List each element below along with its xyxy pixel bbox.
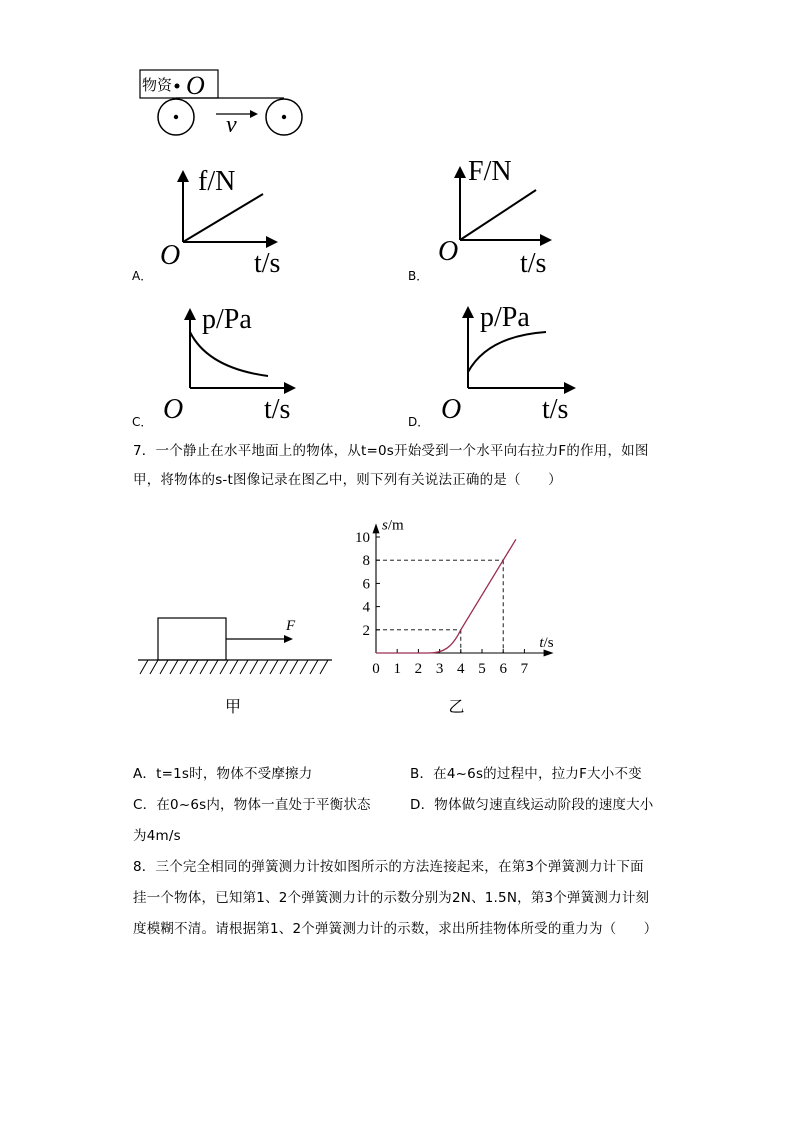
fig-jia [136,612,336,722]
x-axis-label: t/s [539,635,554,651]
x-axis-label: t/s [254,248,281,279]
y-tick-label: 4 [362,599,370,616]
x-axis-label: t/s [264,394,291,425]
y-axis-label: p/Pa [202,304,252,335]
right-roller-axle [282,115,286,119]
origin-label: O [441,394,462,425]
q7-stem-line2: 甲，将物体的s-t图像记录在图乙中，则下列有关说法正确的是（ ） [133,472,562,488]
x-tick-label: 1 [393,661,401,677]
q8-stem-line3: 度模糊不清。请根据第1、2个弹簧测力计的示数，求出所挂物体所受的重力为（ ） [133,921,658,937]
x-axis-label: t/s [520,248,547,279]
caption-jia: 甲 [225,697,242,716]
q7-option-a[interactable]: A．t=1s时，物体不受摩擦力 [133,766,313,782]
y-axis-label: p/Pa [480,302,530,333]
y-axis-label: F/N [468,156,512,187]
q7-option-d[interactable]: D．物体做匀速直线运动阶段的速度大小 [410,797,654,813]
caption-yi: 乙 [448,697,465,716]
y-axis-arrow [184,308,196,320]
x-axis-label: t/s [542,394,569,425]
q8-stem-line2: 挂一个物体，已知第1、2个弹簧测力计的示数分别为2N、1.5N，第3个弹簧测力计刻 [133,890,650,906]
y-axis-arrow [177,170,189,182]
option-d-graph [408,294,588,429]
cart-figure [130,62,310,142]
q8-stem-line1: 8．三个完全相同的弹簧测力计按如图所示的方法连接起来，在第3个弹簧测力计下面 [133,859,644,875]
x-tick-label: 5 [478,661,486,677]
option-letter[interactable]: A． [132,269,153,283]
x-axis-arrow [540,234,552,246]
origin-label: O [438,236,459,267]
y-axis-arrow [373,523,380,533]
x-axis-arrow [564,382,576,394]
x-tick-label: 2 [414,661,423,677]
x-tick-label: 0 [372,661,380,677]
x-tick-label: 3 [435,661,444,677]
velocity-label: v [226,112,237,138]
q7-option-c[interactable]: C．在0~6s内，物体一直处于平衡状态 [133,797,371,813]
force-arrow-head [284,635,293,643]
y-axis-label: f/N [198,166,236,197]
left-roller-axle [174,115,178,119]
y-tick-label: 2 [362,622,370,639]
velocity-arrow-head [250,110,258,118]
x-axis-arrow [284,382,296,394]
q7-option-d-continued: 为4m/s [133,828,181,844]
center-dot [175,84,180,89]
x-axis-arrow [266,236,278,248]
point-o-label: O [186,71,205,100]
y-axis-label: s/m [382,517,404,534]
option-letter[interactable]: C． [132,415,153,429]
x-tick-label: 6 [499,661,507,677]
option-letter[interactable]: D． [408,415,430,429]
force-label: F [286,618,296,634]
rising-curve [468,332,546,372]
y-tick-label: 6 [362,576,370,593]
origin-label: O [160,240,181,271]
st-curve [376,539,516,653]
y-axis-arrow [454,166,466,178]
y-axis-arrow [462,306,474,318]
st-chart [340,505,580,720]
option-c-graph [130,296,310,431]
x-tick-label: 7 [520,661,529,677]
option-a-graph [130,160,300,285]
x-tick-label: 4 [457,661,465,677]
decay-curve [190,332,268,376]
option-letter[interactable]: B． [408,269,429,283]
goods-label: 物资 [142,76,173,94]
option-b-graph [408,152,578,282]
q7-stem-line1: 7．一个静止在水平地面上的物体，从t=0s开始受到一个水平向右拉力F的作用，如图 [133,443,649,459]
y-tick-label: 10 [355,530,370,546]
q7-option-b[interactable]: B．在4~6s的过程中，拉力F大小不变 [410,766,642,782]
graph-line [183,194,263,242]
ground-hatch [140,660,328,674]
origin-label: O [163,394,184,425]
block [158,618,226,660]
y-tick-label: 8 [362,553,370,570]
graph-line [460,190,536,240]
